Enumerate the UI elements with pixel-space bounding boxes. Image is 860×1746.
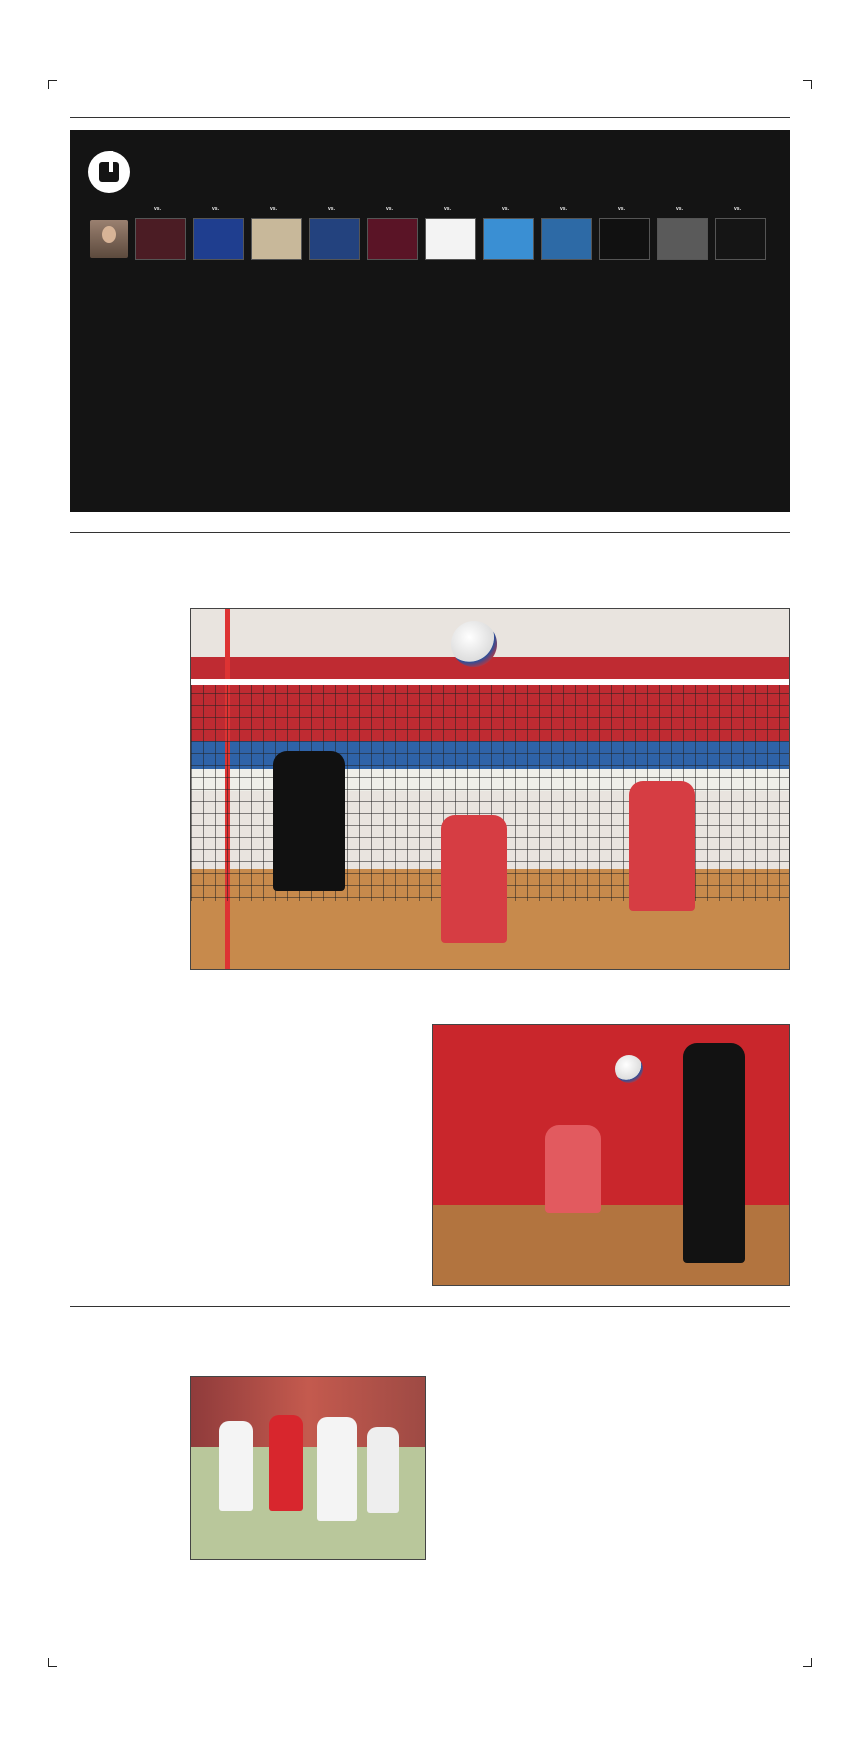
matchup-header <box>248 206 299 213</box>
team-logo-icon <box>599 218 650 260</box>
matchup-header <box>306 206 357 213</box>
volleyball-ball <box>451 621 497 667</box>
matchup-vs: vs. <box>444 206 451 212</box>
matchup-header <box>132 206 183 213</box>
team-logo-icon <box>309 218 360 260</box>
page-folio <box>70 96 790 116</box>
player-right <box>629 781 695 911</box>
team-logo-icon <box>367 218 418 260</box>
net-tape <box>191 679 789 685</box>
matchup-headers <box>132 206 770 213</box>
picker-row <box>88 218 773 262</box>
pickems-graphic <box>70 130 790 512</box>
tpi-logo-icon <box>88 151 130 193</box>
team-logo-icon <box>657 218 708 260</box>
team-logo-icon <box>193 218 244 260</box>
player-red <box>269 1415 303 1511</box>
matchup-vs: vs. <box>618 206 625 212</box>
player-white <box>317 1417 357 1521</box>
matchup-header <box>596 206 647 213</box>
player-white <box>219 1421 253 1511</box>
matchup-header <box>480 206 531 213</box>
matchup-vs: vs. <box>676 206 683 212</box>
matchup-header <box>422 206 473 213</box>
team-logo-icon <box>541 218 592 260</box>
matchup-header <box>364 206 415 213</box>
player-middle <box>441 815 507 943</box>
crop-mark <box>803 1658 812 1667</box>
avatar <box>90 220 128 258</box>
matchup-vs: vs. <box>328 206 335 212</box>
team-logo-icon <box>425 218 476 260</box>
team-logo-icon <box>483 218 534 260</box>
player-digging <box>545 1125 601 1213</box>
player-foreground <box>683 1043 745 1263</box>
matchup-header <box>654 206 705 213</box>
matchup-vs: vs. <box>270 206 277 212</box>
matchup-vs: vs. <box>154 206 161 212</box>
pickems-title-row <box>88 142 138 202</box>
team-logo-icon <box>715 218 766 260</box>
picker-portrait <box>88 218 132 262</box>
matchup-header <box>190 206 241 213</box>
football-photo <box>190 1376 426 1560</box>
volleyball-block-photo <box>190 608 790 970</box>
matchup-vs: vs. <box>560 206 567 212</box>
matchup-header <box>712 206 763 213</box>
matchup-header <box>538 206 589 213</box>
crop-mark <box>48 1658 57 1667</box>
matchup-vs: vs. <box>734 206 741 212</box>
player-white <box>367 1427 399 1513</box>
matchup-vs: vs. <box>386 206 393 212</box>
volleyball-ball <box>615 1055 643 1083</box>
section-divider <box>70 1306 790 1307</box>
crop-mark <box>803 80 812 89</box>
volleyball-dig-photo <box>432 1024 790 1286</box>
matchup-vs: vs. <box>502 206 509 212</box>
matchup-vs: vs. <box>212 206 219 212</box>
player-left <box>273 751 345 891</box>
section-divider <box>70 532 790 533</box>
folio-divider <box>70 117 790 118</box>
team-logo-icon <box>135 218 186 260</box>
crop-mark <box>48 80 57 89</box>
team-logo-icon <box>251 218 302 260</box>
